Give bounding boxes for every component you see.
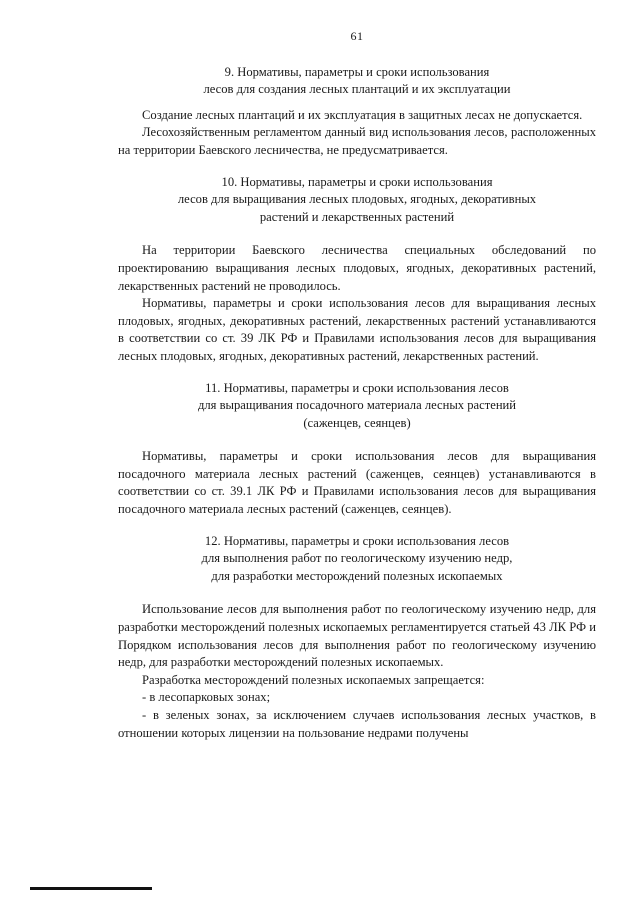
page-number: 61 (350, 29, 364, 43)
section-10-paragraph-1: На территории Баевского лесничества специальных обследований по проектированию выращивания лесных плодовых, ягодных, декоративных растений, лекарственных растений не проводилось. (118, 243, 596, 293)
section-10-heading-line-1: 10. Нормативы, параметры и сроки использования (221, 174, 493, 189)
section-12-paragraph-4: - в зеленых зонах, за исключением случаев использования лесных участков, в отношении которых лицензии на пользование недрами получены (118, 708, 596, 740)
section-12-paragraph-1: Использование лесов для выполнения работ по геологическому изучению недр, для разработки месторождений полезных ископаемых регламентируется статьей 43 ЛК РФ и Порядком использования лесов для выполнения работ по геологическому изучению недр, для разработки месторождений полезных ископаемых. (118, 602, 596, 670)
section-11-heading-line-2: для выращивания посадочного материала лесных растений (197, 398, 517, 413)
section-11-paragraph-1: Нормативы, параметры и сроки использования лесов для выращивания посадочного материала лесных растений (саженцев, сеянцев) устанавливаются в соответствии со ст. 39.1 ЛК РФ и Правилами использования лесов для выращивания посадочного материала лесных растений (саженцев, сеянцев). (118, 449, 596, 517)
section-10-heading-line-3: растений и лекарственных растений (259, 209, 455, 224)
section-12-heading (118, 533, 596, 586)
section-12-heading-line-2: для выполнения работ по геологическому изучению недр, (201, 551, 513, 566)
section-11-heading (118, 380, 596, 433)
document-page (118, 28, 596, 742)
section-11-heading-line-1: 11. Нормативы, параметры и сроки использования лесов (205, 380, 509, 395)
section-12-heading-line-3: для разработки месторождений полезных ископаемых (211, 568, 503, 583)
section-9-heading-line-2: лесов для создания лесных плантаций и их эксплуатации (203, 82, 511, 97)
section-9-heading-line-1: 9. Нормативы, параметры и сроки использования (224, 64, 490, 79)
footer-rule (30, 887, 152, 890)
section-12-paragraph-2: Разработка месторождений полезных ископаемых запрещается: (142, 672, 485, 687)
section-12-paragraph-3: - в лесопарковых зонах; (142, 690, 271, 705)
section-9-paragraph-2: Лесохозяйственным регламентом данный вид использования лесов, расположенных на территории Баевского лесничества, не предусматривается. (118, 125, 596, 157)
section-10-paragraph-2: Нормативы, параметры и сроки использования лесов для выращивания лесных плодовых, ягодных, декоративных растений, лекарственных растений устанавливаются в соответствии со ст. 39 ЛК РФ и Правилами использования лесов для выращивания лесных плодовых, ягодных, декоративных растений, лекарственных растений. (118, 296, 596, 363)
section-9-heading (118, 64, 596, 99)
section-9-paragraph-1: Создание лесных плантаций и их эксплуатация в защитных лесах не допускается. (142, 107, 583, 122)
section-12-heading-line-1: 12. Нормативы, параметры и сроки использования лесов (204, 533, 510, 548)
section-10-heading-line-2: лесов для выращивания лесных плодовых, ягодных, декоративных (177, 192, 537, 207)
section-11-heading-line-3: (саженцев, сеянцев) (303, 415, 411, 430)
section-10-heading (118, 174, 596, 227)
